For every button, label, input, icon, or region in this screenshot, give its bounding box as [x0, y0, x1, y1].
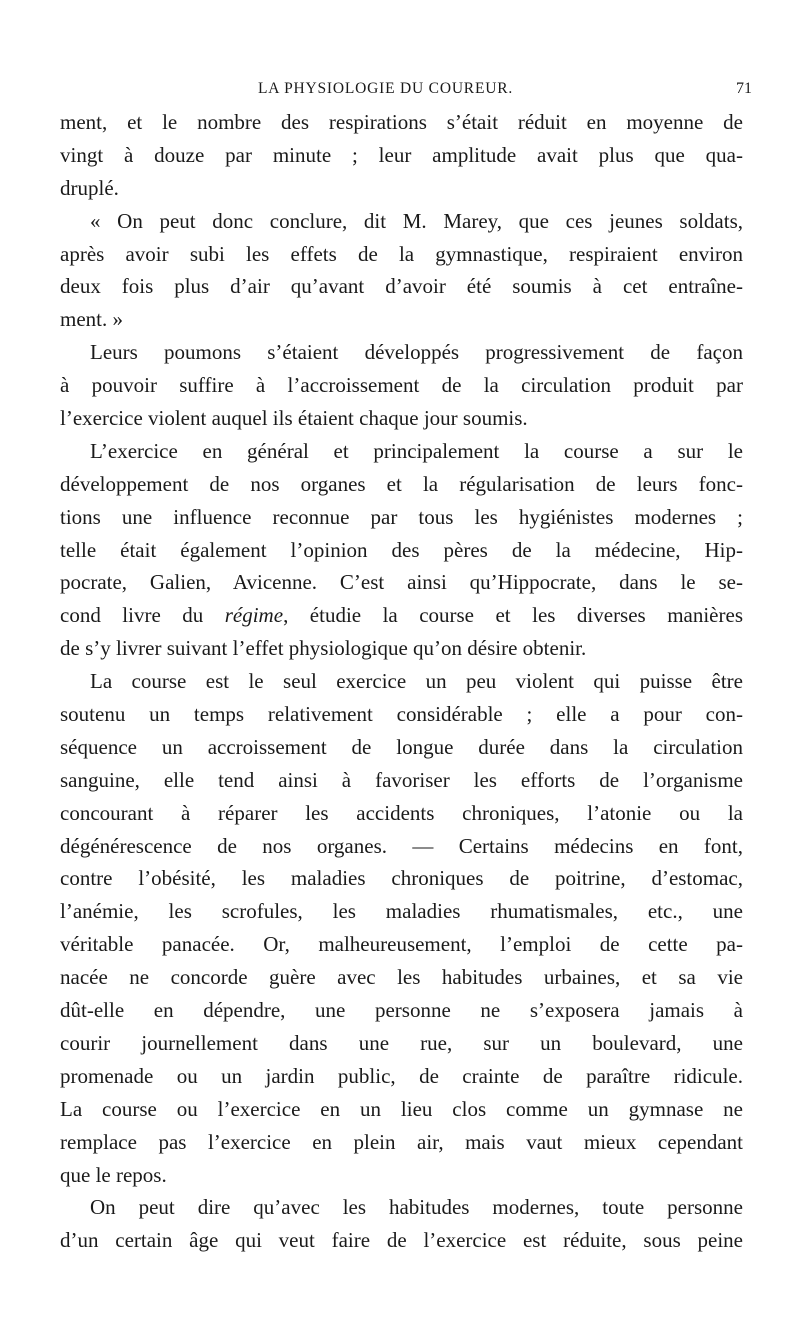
text-line: pocrate, Galien, Avicenne. C’est ainsi qu’Hippocrate, dans le se-	[60, 570, 743, 595]
text-line: sanguine, elle tend ainsi à favoriser les efforts de l’organisme	[60, 767, 743, 792]
text-line: l’exercice violent auquel ils étaient chaque jour soumis.	[60, 406, 528, 431]
text-line: druplé.	[60, 175, 119, 200]
italic-title: régime	[224, 603, 284, 628]
text-line: Leurs poumons s’étaient développés progressivement de façon	[90, 340, 743, 365]
body-text	[60, 106, 743, 1257]
text-line: après avoir subi les effets de la gymnastique, respiraient environ	[60, 241, 743, 266]
text-line: « On peut donc conclure, dit M. Marey, que ces jeunes soldats,	[90, 208, 743, 233]
page-number: 71	[736, 80, 752, 97]
text-line: véritable panacée. Or, malheureusement, l’emploi de cette pa-	[60, 932, 743, 957]
text-segment: , étudie la course et les diverses manières	[283, 603, 743, 628]
text-line: contre l’obésité, les maladies chroniques de poitrine, d’estomac,	[60, 866, 743, 891]
text-line: tions une influence reconnue par tous les hygiénistes modernes ;	[60, 504, 743, 529]
text-line: courir journellement dans une rue, sur un boulevard, une	[60, 1030, 743, 1055]
text-line: remplace pas l’exercice en plein air, mais vaut mieux cependant	[60, 1129, 743, 1154]
text-line: que le repos.	[60, 1162, 167, 1187]
text-line: dût-elle en dépendre, une personne ne s’exposera jamais à	[60, 998, 743, 1023]
running-title: LA PHYSIOLOGIE DU COUREUR.	[258, 80, 514, 97]
text-line: On peut dire qu’avec les habitudes modernes, toute personne	[90, 1195, 743, 1220]
text-line: concourant à réparer les accidents chroniques, l’atonie ou la	[60, 800, 743, 825]
text-line: séquence un accroissement de longue durée dans la circulation	[60, 734, 743, 759]
text-line: dégénérescence de nos organes. — Certains médecins en font,	[60, 833, 743, 858]
text-segment: cond livre du	[60, 603, 225, 628]
text-line: deux fois plus d’air qu’avant d’avoir été soumis à cet entraîne-	[60, 274, 743, 299]
text-line: L’exercice en général et principalement la course a sur le	[90, 438, 743, 463]
text-line: soutenu un temps relativement considérable ; elle a pour con-	[60, 702, 743, 727]
text-line: La course est le seul exercice un peu violent qui puisse être	[90, 669, 743, 694]
text-line: ment, et le nombre des respirations s’était réduit en moyenne de	[60, 110, 743, 134]
text-line: de s’y livrer suivant l’effet physiologique qu’on désire obtenir.	[60, 636, 587, 661]
text-line: promenade ou un jardin public, de crainte de paraître ridicule.	[60, 1063, 743, 1088]
text-line: l’anémie, les scrofules, les maladies rhumatismales, etc., une	[60, 899, 743, 924]
running-head	[0, 80, 800, 106]
text-line: développement de nos organes et la régularisation de leurs fonc-	[60, 471, 743, 496]
text-line: d’un certain âge qui veut faire de l’exercice est réduite, sous peine	[60, 1228, 743, 1253]
text-line: nacée ne concorde guère avec les habitudes urbaines, et sa vie	[60, 965, 743, 990]
text-line: La course ou l’exercice en un lieu clos comme un gymnase ne	[60, 1096, 743, 1121]
text-line: ment. »	[60, 307, 123, 332]
text-line: à pouvoir suffire à l’accroissement de la circulation produit par	[60, 373, 743, 398]
text-line	[60, 599, 743, 632]
text-line: telle était également l’opinion des pères de la médecine, Hip-	[60, 537, 743, 562]
text-line: vingt à douze par minute ; leur amplitude avait plus que qua-	[60, 142, 743, 167]
